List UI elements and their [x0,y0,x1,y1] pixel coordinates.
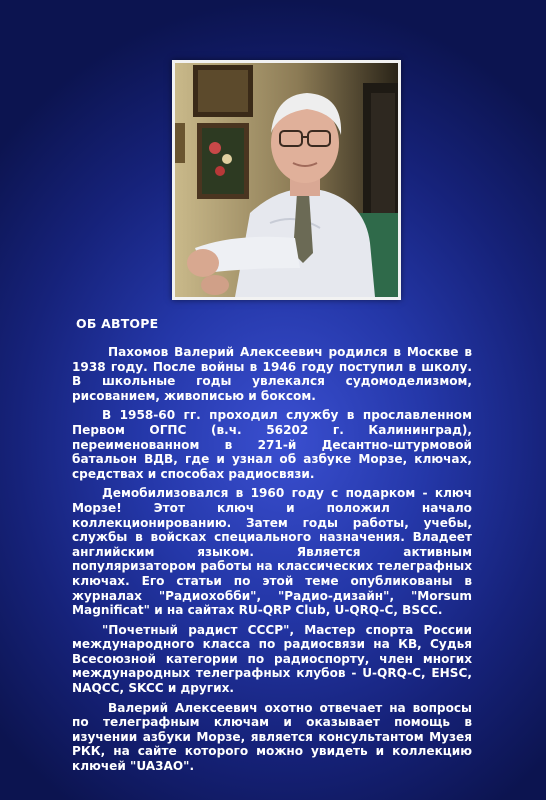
bio-paragraph-1: Пахомов Валерий Алексеевич родился в Москве в 1938 году. После войны в 1946 году поступил в школу. В школьные годы увлекался судомоделизмом, рисованием, живописью и боксом. [72,345,472,403]
bio-paragraph-4: "Почетный радист СССР", Мастер спорта России международного класса по радиосвязи на КВ, Судья Всесоюзной категории по радиоспорту, член многих международных телеграфных клубов - U-QRQ-C, EHSC, NAQCC, SKCC и других. [72,622,472,696]
about-author-section [72,316,472,779]
bio-paragraph-2: В 1958-60 гг. проходил службу в прославленном Первом ОГПС (в.ч. 56202 г. Калининград), переименованном в 271-й Десантно-штурмовой батальон ВДВ, где и узнал об азбуке Морзе, ключах, средствах и способах радиосвязи. [72,408,472,481]
bio-paragraph-5: Валерий Алексеевич охотно отвечает на вопросы по телеграфным ключам и оказывает помощь в изучении азбуки Морзе, является консультантом Музея РКК, на сайте которого можно увидеть и коллекцию ключей "UA3AO". [72,700,472,774]
bio-paragraph-3: Демобилизовался в 1960 году с подарком - ключ Морзе! Этот ключ и положил начало коллекционированию. Затем годы работы, учебы, службы в войсках специального назначения. Владеет английским языком. Является активным популяризатором работы на классических телеграфных ключах. Его статьи по этой теме опубликованы в журналах "Радиохобби", "Радио-дизайн", "Morsum Magnificat" и на сайтах RU-QRP Club, U-QRQ-C, BSCC. [72,486,472,618]
author-photo-frame [172,60,401,300]
author-photo [175,63,398,297]
section-heading: ОБ АВТОРЕ [76,316,159,331]
